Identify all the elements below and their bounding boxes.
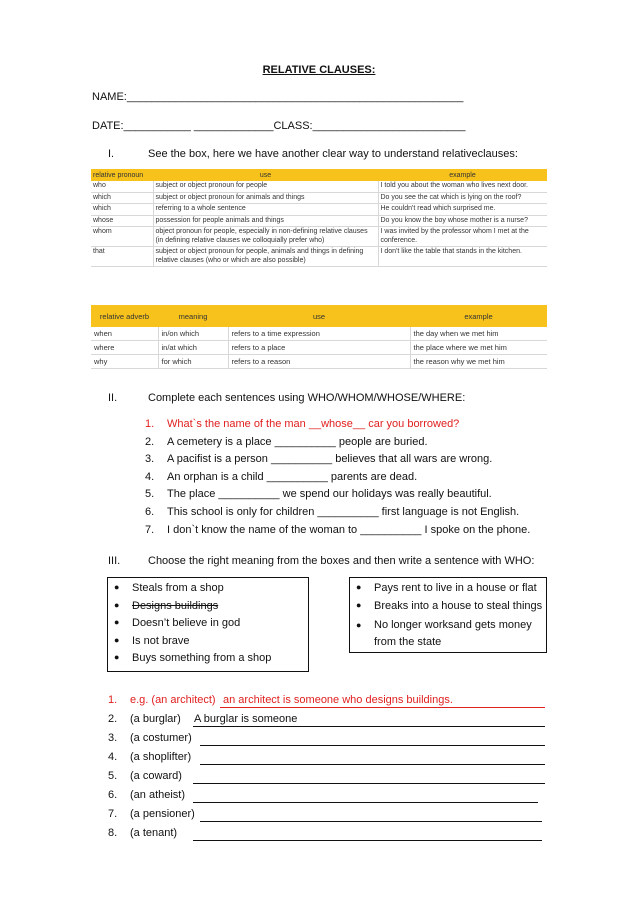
item-number: 7. [145, 523, 155, 536]
answer-blank[interactable]: __________ [266, 470, 328, 483]
section-number: II. [108, 392, 118, 404]
bullet-icon: ● [114, 582, 120, 592]
list-item: ● Steals from a shop [114, 582, 224, 594]
table-cell: the day when we met him [410, 327, 547, 341]
answer-line[interactable] [193, 713, 545, 727]
item-text: The place [167, 488, 219, 501]
answer-blank[interactable]: __whose__ [308, 418, 366, 430]
bullet-icon: ● [356, 620, 362, 630]
table-row [91, 215, 547, 227]
answer-list [108, 694, 453, 846]
table-row [91, 247, 547, 267]
section-instructions: Choose the right meaning from the boxes and then write a sentence with WHO: [148, 555, 535, 567]
table-row [91, 204, 547, 216]
list-item: ● Buys something from a shop [114, 652, 272, 664]
answer-blank[interactable]: __________ [360, 523, 422, 536]
table-cell: the reason why we met him [410, 355, 547, 369]
table-cell: in/at which [158, 341, 228, 355]
list-item [108, 694, 453, 713]
section-2-heading [108, 392, 465, 404]
item-number: 2. [108, 713, 118, 725]
bullet-icon: ● [356, 599, 362, 610]
item-text: An orphan is a child [167, 470, 267, 483]
answer-line[interactable] [193, 789, 538, 803]
item-number: 5. [108, 770, 118, 782]
table-header: example [378, 169, 547, 181]
table-cell: I was invited by the professor whom I met at the conference. [378, 227, 547, 247]
list-item: ● Is not brave [114, 634, 190, 647]
list-item [145, 488, 530, 506]
page-title: RELATIVE CLAUSES: [262, 64, 376, 76]
answer-blank[interactable]: __________ [274, 435, 336, 448]
item-number: 5. [145, 488, 155, 501]
table-cell: He couldn't read which surprised me. [378, 204, 547, 216]
list-item [108, 713, 298, 732]
section-instructions: See the box, here we have another clear way to understand relativeclauses: [148, 148, 518, 160]
item-label: e.g. (an architect) [130, 694, 216, 706]
item-label: (a shoplifter) [130, 751, 192, 763]
table-cell: Do you know the boy whose mother is a nurse? [378, 215, 547, 227]
table-header: relative pronoun [91, 169, 153, 181]
item-text: believes that all wars are wrong. [332, 453, 493, 466]
table-cell: possession for people animals and things [153, 215, 378, 227]
table-row [91, 192, 547, 204]
item-number: 4. [145, 470, 155, 483]
table-cell: who [91, 181, 153, 192]
item-text: first language is not English. [378, 505, 520, 518]
answer-line[interactable] [200, 732, 545, 746]
section-3-heading [108, 555, 534, 567]
table-cell: refers to a place [228, 341, 410, 355]
relative-adverb-table [91, 305, 547, 369]
list-item [145, 418, 530, 436]
table-cell: object pronoun for people, especially in non-defining relative clauses (in defining relative clauses we colloquially prefer who) [153, 227, 378, 247]
item-text: I don`t know the name of the woman to [167, 523, 361, 536]
item-label: (a burglar) [130, 713, 181, 725]
list-item: ● No longer worksand gets money from the state [356, 619, 532, 648]
table-cell: I told you about the woman who lives next door. [378, 181, 547, 192]
table-header: example [410, 305, 547, 327]
list-item [108, 789, 216, 808]
table-row [91, 227, 547, 247]
table-cell: refers to a time expression [228, 327, 410, 341]
item-number: 3. [145, 453, 155, 466]
list-item [108, 808, 216, 827]
table-row [91, 341, 547, 355]
list-item [108, 732, 216, 751]
table-cell: Do you see the cat which is lying on the roof? [378, 192, 547, 204]
bullet-icon: ● [114, 617, 120, 627]
table-cell: referring to a whole sentence [153, 204, 378, 216]
item-text: A pacifist is a person [167, 453, 271, 466]
meaning-box-2 [349, 577, 547, 653]
section-1-heading [108, 148, 518, 160]
item-number: 4. [108, 751, 118, 763]
table-cell: which [91, 204, 153, 216]
answer-line[interactable] [193, 827, 542, 841]
list-item [145, 453, 530, 471]
list-item [108, 751, 216, 770]
item-label: (a coward) [130, 770, 182, 782]
item-number: 6. [108, 789, 118, 801]
answer-line[interactable] [200, 751, 545, 765]
item-text: This school is only for children [167, 505, 318, 518]
answer-blank[interactable]: __________ [218, 488, 280, 501]
bullet-icon: ● [114, 599, 120, 610]
item-number: 1. [108, 694, 118, 706]
item-number: 1. [145, 418, 155, 430]
list-item: ● Designs buildings [114, 599, 219, 612]
item-text: parents are dead. [327, 470, 418, 483]
answer-line[interactable] [193, 770, 545, 784]
table-row [91, 181, 547, 192]
table-cell: why [91, 355, 158, 369]
list-item: ● Breaks into a house to steal things [356, 599, 543, 612]
item-number: 3. [108, 732, 118, 744]
date-class-line: DATE:___________ _____________CLASS:_________________________ [92, 120, 466, 132]
table-header: use [228, 305, 410, 327]
item-number: 7. [108, 808, 118, 820]
list-item [145, 436, 530, 454]
item-label: (a costumer) [130, 732, 192, 744]
item-label: (a pensioner) [130, 808, 195, 820]
item-label: (an atheist) [130, 789, 186, 801]
answer-text: A burglar is someone [194, 713, 298, 725]
table-cell: where [91, 341, 158, 355]
list-item [145, 471, 530, 489]
table-cell: in/on which [158, 327, 228, 341]
item-number: 8. [108, 827, 118, 839]
item-text: car you borrowed? [365, 418, 460, 430]
bullet-icon: ● [114, 652, 120, 662]
item-text: A cemetery is a place [167, 435, 275, 448]
table-cell: refers to a reason [228, 355, 410, 369]
table-cell: that [91, 247, 153, 267]
table-cell: I don't like the table that stands in the kitchen. [378, 247, 547, 267]
section-number: III. [108, 555, 121, 567]
table-header: meaning [158, 305, 228, 327]
list-item [108, 770, 216, 789]
answer-line[interactable] [200, 808, 542, 822]
table-cell: subject or object pronoun for people, animals and things in defining relative clauses (who or which are also possible) [153, 247, 378, 267]
item-text: we spend our holidays was really beautiful. [279, 488, 492, 501]
item-text: I spoke on the phone. [421, 523, 531, 536]
answer-line[interactable] [220, 694, 545, 708]
table-cell: the place where we met him [410, 341, 547, 355]
item-text: What`s the name of the man [167, 418, 309, 430]
exercise-list [145, 418, 530, 541]
list-item [145, 506, 530, 524]
section-number: I. [108, 148, 115, 160]
item-text: people are buried. [335, 435, 428, 448]
list-item: ● Doesn’t believe in god [114, 617, 241, 629]
name-line: NAME:_______________________________________________________ [92, 91, 464, 103]
table-header: use [153, 169, 378, 181]
answer-blank[interactable]: __________ [317, 505, 379, 518]
table-row [91, 355, 547, 369]
table-cell: for which [158, 355, 228, 369]
item-number: 2. [145, 435, 155, 448]
table-cell: whom [91, 227, 153, 247]
table-header: relative adverb [91, 305, 158, 327]
bullet-icon: ● [114, 634, 120, 645]
meaning-box-1 [107, 577, 309, 672]
table-cell: whose [91, 215, 153, 227]
list-item: ● Pays rent to live in a house or flat [356, 582, 537, 594]
relative-pronoun-table [91, 169, 547, 267]
table-cell: subject or object pronoun for people [153, 181, 378, 192]
table-cell: when [91, 327, 158, 341]
answer-blank[interactable]: __________ [270, 453, 333, 466]
list-item [145, 524, 530, 542]
table-cell: which [91, 192, 153, 204]
item-label: (a tenant) [130, 827, 178, 839]
item-number: 6. [145, 505, 155, 518]
bullet-icon: ● [356, 582, 362, 592]
answer-text: an architect is someone who designs buildings. [223, 694, 453, 706]
list-item [108, 827, 216, 846]
table-cell: subject or object pronoun for animals and things [153, 192, 378, 204]
section-instructions: Complete each sentences using WHO/WHOM/WHOSE/WHERE: [148, 392, 466, 404]
table-row [91, 327, 547, 341]
